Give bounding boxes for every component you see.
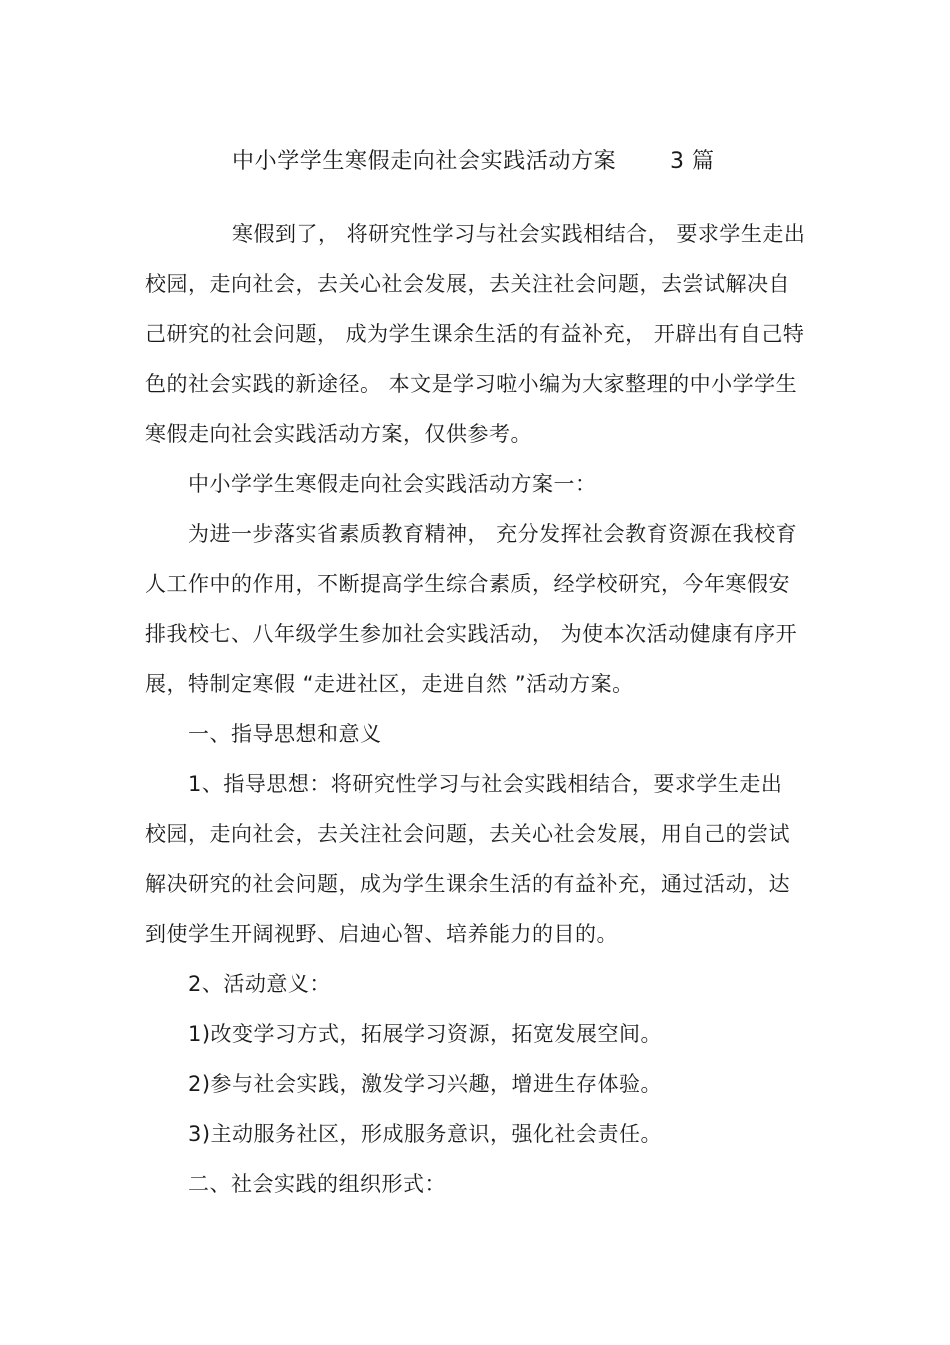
body-line: 校园，走向社会，去关注社会问题，去关心社会发展，用自己的尝试 — [145, 822, 790, 846]
body-line: 寒假到了， 将研究性学习与社会实践相结合， 要求学生走出 — [232, 222, 806, 246]
list-item: 2)参与社会实践，激发学习兴趣，增进生存体验。 — [188, 1072, 663, 1096]
body-line: 己研究的社会问题， 成为学生课余生活的有益补充， 开辟出有自己特 — [145, 322, 805, 346]
body-line: 寒假走向社会实践活动方案，仅供参考。 — [145, 422, 532, 446]
subsection-heading: 2、活动意义： — [188, 972, 331, 996]
document-title: 中小学学生寒假走向社会实践活动方案 — [232, 149, 617, 174]
body-line: 色的社会实践的新途径。 本文是学习啦小编为大家整理的中小学学生 — [145, 372, 798, 396]
list-item: 1)改变学习方式，拓展学习资源，拓宽发展空间。 — [188, 1022, 663, 1046]
section-heading: 二、社会实践的组织形式： — [188, 1172, 446, 1196]
list-item: 3)主动服务社区，形成服务意识，强化社会责任。 — [188, 1122, 663, 1146]
body-line: 到使学生开阔视野、启迪心智、培养能力的目的。 — [145, 922, 618, 946]
section-heading: 中小学学生寒假走向社会实践活动方案一： — [188, 472, 597, 496]
body-line: 校园，走向社会，去关心社会发展，去关注社会问题，去尝试解决自 — [145, 272, 790, 296]
document-title-count: 3 篇 — [670, 149, 715, 174]
section-heading: 一、指导思想和意义 — [188, 722, 382, 746]
body-line: 人工作中的作用，不断提高学生综合素质，经学校研究，今年寒假安 — [145, 572, 790, 596]
body-line: 展，特制定寒假 “走进社区，走进自然 ”活动方案。 — [145, 672, 634, 696]
body-line: 排我校七、八年级学生参加社会实践活动， 为使本次活动健康有序开 — [145, 622, 798, 646]
body-line: 1、指导思想：将研究性学习与社会实践相结合，要求学生走出 — [188, 772, 783, 796]
body-line: 解决研究的社会问题，成为学生课余生活的有益补充，通过活动，达 — [145, 872, 790, 896]
body-line: 为进一步落实省素质教育精神， 充分发挥社会教育资源在我校育 — [188, 522, 798, 546]
